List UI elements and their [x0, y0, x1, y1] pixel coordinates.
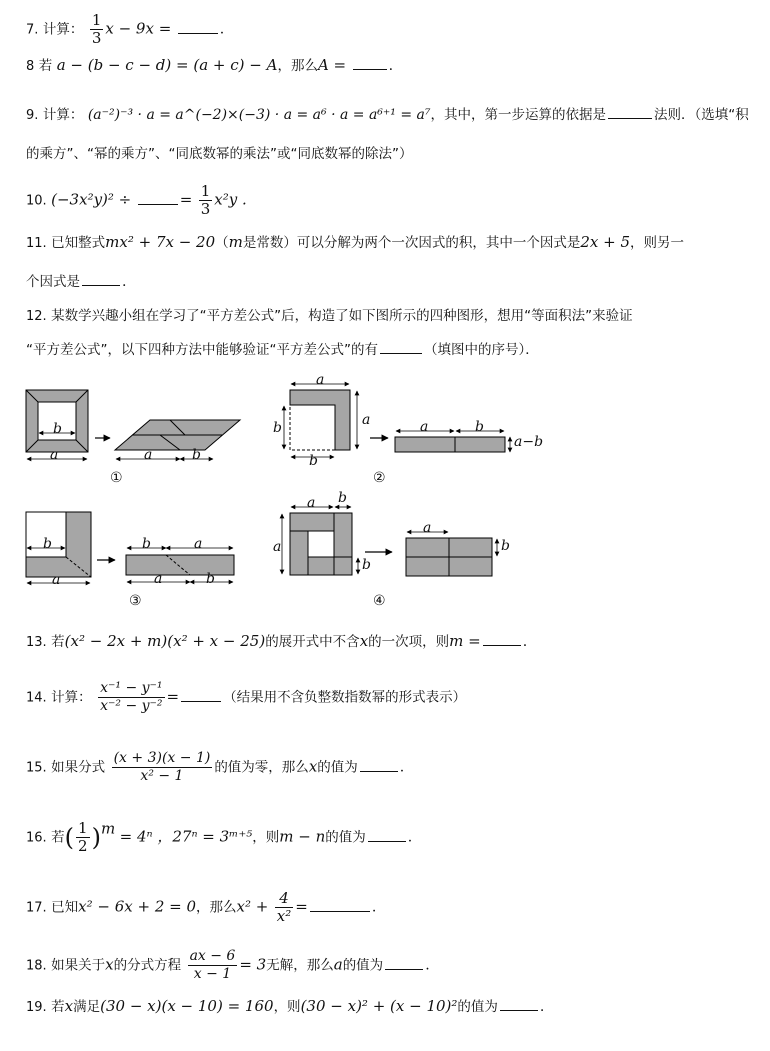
question-10: 10. (−3x²y)² ÷ = $\frac{1}{3}$ x²y . — [26, 182, 247, 218]
figure-label-a: a — [307, 495, 316, 511]
question-13: 13. 若(x² − 2x + m)(x² + x − 25)的展开式中不含x的一次项，则m = . — [26, 632, 528, 650]
figure-caption-2: ② — [373, 470, 386, 486]
figure-label-a: a — [316, 372, 325, 388]
figure-caption-1: ① — [110, 470, 123, 486]
fraction: $\frac{1}{3}$ — [91, 11, 102, 47]
question-18: 18. 如果关于x的分式方程 $\frac{ax - 6}{x - 1}$ = 3无解，那么a的值为 . — [26, 948, 430, 982]
answer-blank[interactable] — [360, 757, 398, 772]
question-8: 8 若 a − (b − c − d) = (a + c) − A，那么A = . — [26, 56, 394, 74]
figure-2-l-shape — [290, 390, 350, 450]
figure-label-a: a — [52, 572, 61, 588]
question-19: 19. 若x满足(30 − x)(x − 10) = 160，则(30 − x)² + (x − 10)²的值为 . — [26, 997, 545, 1015]
question-7: 7. 计算： $\frac{1}{3}$ x − 9x = . — [26, 11, 225, 47]
figure-label-a: a — [144, 447, 153, 463]
figure-caption-3: ③ — [129, 593, 142, 609]
figure-label-a: a — [420, 419, 429, 435]
figure-4-frame — [290, 513, 352, 575]
question-12: 12. 某数学兴趣小组在学习了“平方差公式”后，构造了如下图所示的四种图形，想用“等面积法”来验证 — [26, 308, 633, 324]
figure-label-a: a — [50, 447, 59, 463]
question-14: 14. 计算： $\frac{\text{x⁻¹ − y⁻¹}}{\text{x⁻² − y⁻²}}$ = （结果用不含负整数指数幂的形式表示） — [26, 680, 467, 714]
figure-3-strip — [126, 555, 234, 575]
figure-3-square — [26, 512, 91, 577]
figure-label-b: b — [309, 453, 318, 469]
figure-label-a: a — [362, 412, 371, 428]
answer-blank[interactable] — [310, 897, 370, 912]
figure-2-strip — [395, 437, 505, 452]
figure-label-a-minus-b: a−b — [514, 434, 544, 450]
figure-label-a: a — [273, 539, 282, 555]
figure-label-b: b — [43, 536, 52, 552]
fraction: $\frac{1}{3}$ — [200, 182, 211, 218]
figure-label-b: b — [53, 421, 62, 437]
question-11: 11. 已知整式mx² + 7x − 20（m是常数）可以分解为两个一次因式的积，其中一个因式是2x + 5，则另一 — [26, 233, 685, 251]
answer-blank[interactable] — [500, 996, 538, 1011]
fraction: $\frac{(x + 3)(x - 1)}{\text{x² − 1}}$ — [113, 750, 211, 784]
figure-label-b: b — [273, 420, 282, 436]
figure-label-b: b — [475, 419, 484, 435]
fraction: $\frac{\text{x⁻¹ − y⁻¹}}{\text{x⁻² − y⁻²}}$ — [100, 680, 163, 714]
fraction: $\frac{4}{\text{x²}}$ — [276, 889, 292, 925]
answer-blank[interactable] — [483, 631, 521, 646]
question-11-line-2: 个因式是 . — [26, 271, 126, 292]
figure-label-b: b — [501, 538, 510, 554]
question-16: 16. 若( $\frac{1}{2}$ )$^m$ = 4ⁿ ，27ⁿ = 3ᵐ⁺⁵，则m − n的值为 . — [26, 819, 413, 855]
answer-blank[interactable] — [181, 687, 221, 702]
question-9: 9. 计算： (a⁻²)⁻³ · a = a^(−2)×(−3) · a = a⁶ · a = a⁶⁺¹ = a⁷，其中，第一步运算的依据是 法则．（选填“积 — [26, 104, 749, 126]
fraction: $\frac{ax - 6}{x - 1}$ — [189, 948, 236, 982]
figure-4-rectangle — [406, 538, 492, 576]
question-17: 17. 已知x² − 6x + 2 = 0，那么x² + $\frac{4}{\text{x²}}$ = . — [26, 889, 377, 925]
answer-blank[interactable] — [368, 827, 406, 842]
answer-blank[interactable] — [385, 955, 423, 970]
figure-label-b: b — [142, 536, 151, 552]
figure-label-a: a — [423, 520, 432, 536]
question-12-line-2: “平方差公式”，以下四种方法中能够验证“平方差公式”的有 （填图中的序号）． — [26, 339, 539, 360]
figure-1-parallelogram — [115, 420, 240, 450]
figure-label-b: b — [338, 490, 347, 506]
figure-label-b: b — [192, 447, 201, 463]
figure-label-a: a — [154, 571, 163, 587]
figure-label-b: b — [362, 557, 371, 573]
question-15: 15. 如果分式 $\frac{(x + 3)(x - 1)}{\text{x² − 1}}$ 的值为零，那么x的值为 . — [26, 750, 405, 784]
question-9-line-2: 的乘方”、“幂的乘方”、“同底数幂的乘法”或“同底数幂的除法”） — [26, 146, 413, 162]
figure-label-a: a — [194, 536, 203, 552]
figure-label-b: b — [206, 571, 215, 587]
figure-caption-4: ④ — [373, 593, 386, 609]
fraction: $\frac{1}{2}$ — [78, 819, 88, 855]
